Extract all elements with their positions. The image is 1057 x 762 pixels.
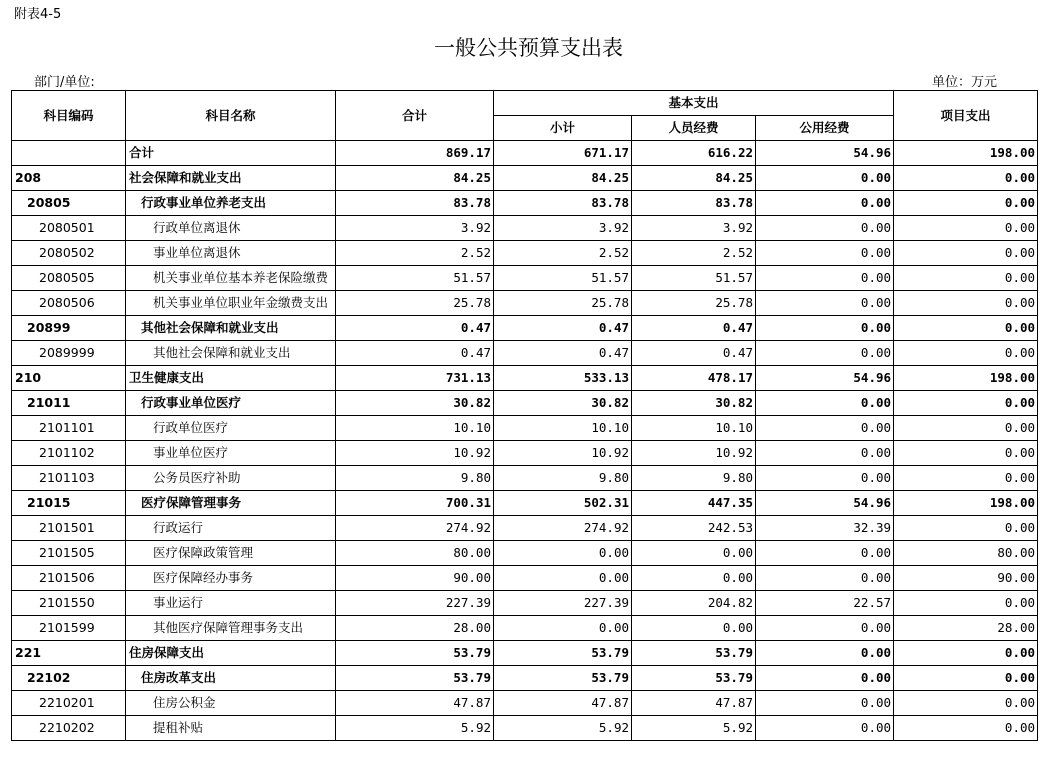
cell-total: 30.82 — [336, 391, 494, 416]
cell-personnel: 478.17 — [632, 366, 756, 391]
table-row — [12, 291, 1038, 316]
cell-public: 0.00 — [756, 441, 894, 466]
cell-personnel: 3.92 — [632, 216, 756, 241]
cell-name: 住房保障支出 — [126, 641, 336, 666]
cell-subtotal: 0.00 — [494, 541, 632, 566]
table-row — [12, 241, 1038, 266]
cell-personnel: 53.79 — [632, 666, 756, 691]
cell-name: 行政单位离退休 — [126, 216, 336, 241]
cell-name: 行政运行 — [126, 516, 336, 541]
table-row — [12, 716, 1038, 741]
cell-project: 0.00 — [894, 216, 1038, 241]
cell-project: 0.00 — [894, 466, 1038, 491]
cell-project: 0.00 — [894, 266, 1038, 291]
cell-code: 2080502 — [12, 241, 126, 266]
table-row — [12, 466, 1038, 491]
cell-project: 0.00 — [894, 316, 1038, 341]
cell-total: 84.25 — [336, 166, 494, 191]
table-row — [12, 591, 1038, 616]
cell-name: 住房公积金 — [126, 691, 336, 716]
cell-project: 0.00 — [894, 416, 1038, 441]
cell-personnel: 0.47 — [632, 341, 756, 366]
header-name: 科目名称 — [126, 91, 336, 141]
cell-public: 54.96 — [756, 141, 894, 166]
cell-subtotal: 53.79 — [494, 666, 632, 691]
cell-subtotal: 274.92 — [494, 516, 632, 541]
cell-project: 0.00 — [894, 341, 1038, 366]
cell-name: 卫生健康支出 — [126, 366, 336, 391]
cell-personnel: 447.35 — [632, 491, 756, 516]
cell-total: 83.78 — [336, 191, 494, 216]
cell-project: 0.00 — [894, 641, 1038, 666]
cell-name: 事业运行 — [126, 591, 336, 616]
cell-public: 0.00 — [756, 466, 894, 491]
table-row — [12, 566, 1038, 591]
cell-personnel: 616.22 — [632, 141, 756, 166]
table-row — [12, 416, 1038, 441]
cell-code: 22102 — [12, 666, 126, 691]
cell-personnel: 0.00 — [632, 566, 756, 591]
cell-public: 0.00 — [756, 166, 894, 191]
cell-personnel: 83.78 — [632, 191, 756, 216]
cell-total: 3.92 — [336, 216, 494, 241]
cell-name: 行政事业单位医疗 — [126, 391, 336, 416]
cell-total: 53.79 — [336, 666, 494, 691]
cell-code: 2101101 — [12, 416, 126, 441]
cell-code: 221 — [12, 641, 126, 666]
table-row — [12, 191, 1038, 216]
cell-public: 0.00 — [756, 191, 894, 216]
table-body — [12, 141, 1038, 741]
cell-total: 80.00 — [336, 541, 494, 566]
table-row — [12, 141, 1038, 166]
cell-project: 90.00 — [894, 566, 1038, 591]
cell-subtotal: 0.00 — [494, 616, 632, 641]
cell-project: 0.00 — [894, 691, 1038, 716]
cell-public: 0.00 — [756, 216, 894, 241]
table-row — [12, 166, 1038, 191]
table-row — [12, 491, 1038, 516]
table-row — [12, 691, 1038, 716]
table-row — [12, 441, 1038, 466]
header-subtotal: 小计 — [494, 116, 632, 141]
cell-subtotal: 227.39 — [494, 591, 632, 616]
cell-project: 0.00 — [894, 516, 1038, 541]
header-total: 合计 — [336, 91, 494, 141]
cell-project: 0.00 — [894, 591, 1038, 616]
cell-total: 2.52 — [336, 241, 494, 266]
cell-name: 公务员医疗补助 — [126, 466, 336, 491]
header-public: 公用经费 — [756, 116, 894, 141]
cell-name: 合计 — [126, 141, 336, 166]
cell-name: 社会保障和就业支出 — [126, 166, 336, 191]
header-project: 项目支出 — [894, 91, 1038, 141]
cell-code: 2101550 — [12, 591, 126, 616]
cell-personnel: 84.25 — [632, 166, 756, 191]
cell-code: 21011 — [12, 391, 126, 416]
cell-public: 0.00 — [756, 241, 894, 266]
cell-subtotal: 533.13 — [494, 366, 632, 391]
cell-total: 274.92 — [336, 516, 494, 541]
cell-public: 0.00 — [756, 541, 894, 566]
cell-project: 0.00 — [894, 666, 1038, 691]
cell-project: 198.00 — [894, 366, 1038, 391]
cell-code: 210 — [12, 366, 126, 391]
appendix-label: 附表4-5 — [14, 7, 62, 22]
cell-total: 90.00 — [336, 566, 494, 591]
cell-public: 0.00 — [756, 416, 894, 441]
cell-name: 机关事业单位基本养老保险缴费 — [126, 266, 336, 291]
cell-name: 其他医疗保障管理事务支出 — [126, 616, 336, 641]
cell-name: 提租补贴 — [126, 716, 336, 741]
cell-subtotal: 25.78 — [494, 291, 632, 316]
cell-public: 0.00 — [756, 266, 894, 291]
cell-personnel: 10.92 — [632, 441, 756, 466]
cell-project: 0.00 — [894, 716, 1038, 741]
header-basic: 基本支出 — [494, 91, 894, 116]
cell-name: 行政事业单位养老支出 — [126, 191, 336, 216]
cell-code: 20805 — [12, 191, 126, 216]
department-label: 部门/单位: — [34, 75, 95, 90]
cell-code: 2101506 — [12, 566, 126, 591]
cell-name: 机关事业单位职业年金缴费支出 — [126, 291, 336, 316]
cell-code: 2101102 — [12, 441, 126, 466]
cell-name: 医疗保障经办事务 — [126, 566, 336, 591]
cell-public: 0.00 — [756, 641, 894, 666]
cell-project: 80.00 — [894, 541, 1038, 566]
cell-project: 0.00 — [894, 441, 1038, 466]
cell-subtotal: 671.17 — [494, 141, 632, 166]
cell-code: 2080506 — [12, 291, 126, 316]
cell-project: 198.00 — [894, 141, 1038, 166]
cell-public: 0.00 — [756, 316, 894, 341]
cell-subtotal: 2.52 — [494, 241, 632, 266]
cell-public: 32.39 — [756, 516, 894, 541]
cell-name: 行政单位医疗 — [126, 416, 336, 441]
cell-name: 其他社会保障和就业支出 — [126, 341, 336, 366]
cell-name: 住房改革支出 — [126, 666, 336, 691]
table-row — [12, 366, 1038, 391]
cell-total: 869.17 — [336, 141, 494, 166]
cell-public: 0.00 — [756, 391, 894, 416]
cell-name: 事业单位离退休 — [126, 241, 336, 266]
table-row — [12, 641, 1038, 666]
cell-total: 53.79 — [336, 641, 494, 666]
cell-public: 0.00 — [756, 616, 894, 641]
cell-code: 208 — [12, 166, 126, 191]
cell-code: 21015 — [12, 491, 126, 516]
cell-code: 2101103 — [12, 466, 126, 491]
cell-personnel: 0.00 — [632, 616, 756, 641]
header-personnel: 人员经费 — [632, 116, 756, 141]
cell-code: 2210201 — [12, 691, 126, 716]
cell-personnel: 5.92 — [632, 716, 756, 741]
cell-subtotal: 5.92 — [494, 716, 632, 741]
cell-public: 0.00 — [756, 566, 894, 591]
cell-public: 0.00 — [756, 341, 894, 366]
table-row — [12, 666, 1038, 691]
cell-public: 0.00 — [756, 666, 894, 691]
cell-total: 0.47 — [336, 316, 494, 341]
cell-subtotal: 9.80 — [494, 466, 632, 491]
cell-personnel: 47.87 — [632, 691, 756, 716]
cell-subtotal: 47.87 — [494, 691, 632, 716]
cell-public: 0.00 — [756, 291, 894, 316]
cell-total: 51.57 — [336, 266, 494, 291]
cell-project: 0.00 — [894, 391, 1038, 416]
cell-subtotal: 502.31 — [494, 491, 632, 516]
table-row — [12, 516, 1038, 541]
cell-subtotal: 83.78 — [494, 191, 632, 216]
cell-total: 731.13 — [336, 366, 494, 391]
cell-code: 2101505 — [12, 541, 126, 566]
cell-public: 22.57 — [756, 591, 894, 616]
cell-project: 0.00 — [894, 241, 1038, 266]
cell-subtotal: 0.00 — [494, 566, 632, 591]
cell-project: 0.00 — [894, 191, 1038, 216]
table-row — [12, 266, 1038, 291]
cell-code: 2101501 — [12, 516, 126, 541]
cell-subtotal: 10.92 — [494, 441, 632, 466]
cell-subtotal: 10.10 — [494, 416, 632, 441]
cell-personnel: 51.57 — [632, 266, 756, 291]
header-code: 科目编码 — [12, 91, 126, 141]
cell-name: 医疗保障管理事务 — [126, 491, 336, 516]
cell-subtotal: 30.82 — [494, 391, 632, 416]
cell-subtotal: 3.92 — [494, 216, 632, 241]
cell-subtotal: 0.47 — [494, 341, 632, 366]
cell-total: 227.39 — [336, 591, 494, 616]
cell-public: 54.96 — [756, 366, 894, 391]
table-row — [12, 541, 1038, 566]
cell-personnel: 10.10 — [632, 416, 756, 441]
cell-personnel: 53.79 — [632, 641, 756, 666]
cell-code: 20899 — [12, 316, 126, 341]
table-row — [12, 316, 1038, 341]
budget-table — [11, 90, 1038, 741]
cell-code — [12, 141, 126, 166]
cell-personnel: 9.80 — [632, 466, 756, 491]
cell-public: 0.00 — [756, 691, 894, 716]
cell-code: 2101599 — [12, 616, 126, 641]
cell-total: 0.47 — [336, 341, 494, 366]
cell-public: 54.96 — [756, 491, 894, 516]
cell-code: 2089999 — [12, 341, 126, 366]
cell-name: 事业单位医疗 — [126, 441, 336, 466]
cell-personnel: 242.53 — [632, 516, 756, 541]
cell-project: 28.00 — [894, 616, 1038, 641]
cell-code: 2080501 — [12, 216, 126, 241]
cell-total: 700.31 — [336, 491, 494, 516]
cell-name: 医疗保障政策管理 — [126, 541, 336, 566]
cell-code: 2210202 — [12, 716, 126, 741]
cell-subtotal: 0.47 — [494, 316, 632, 341]
cell-public: 0.00 — [756, 716, 894, 741]
table-row — [12, 616, 1038, 641]
cell-subtotal: 53.79 — [494, 641, 632, 666]
cell-total: 25.78 — [336, 291, 494, 316]
table-row — [12, 216, 1038, 241]
cell-personnel: 25.78 — [632, 291, 756, 316]
table-row — [12, 391, 1038, 416]
cell-total: 5.92 — [336, 716, 494, 741]
cell-code: 2080505 — [12, 266, 126, 291]
cell-project: 0.00 — [894, 291, 1038, 316]
cell-personnel: 0.00 — [632, 541, 756, 566]
cell-subtotal: 51.57 — [494, 266, 632, 291]
cell-personnel: 204.82 — [632, 591, 756, 616]
cell-total: 10.92 — [336, 441, 494, 466]
cell-total: 10.10 — [336, 416, 494, 441]
cell-subtotal: 84.25 — [494, 166, 632, 191]
cell-personnel: 0.47 — [632, 316, 756, 341]
cell-personnel: 30.82 — [632, 391, 756, 416]
cell-project: 0.00 — [894, 166, 1038, 191]
cell-project: 198.00 — [894, 491, 1038, 516]
cell-total: 9.80 — [336, 466, 494, 491]
cell-name: 其他社会保障和就业支出 — [126, 316, 336, 341]
unit-label: 单位：万元 — [932, 75, 998, 90]
cell-total: 28.00 — [336, 616, 494, 641]
table-row — [12, 341, 1038, 366]
page-title: 一般公共预算支出表 — [434, 36, 623, 60]
cell-personnel: 2.52 — [632, 241, 756, 266]
cell-total: 47.87 — [336, 691, 494, 716]
